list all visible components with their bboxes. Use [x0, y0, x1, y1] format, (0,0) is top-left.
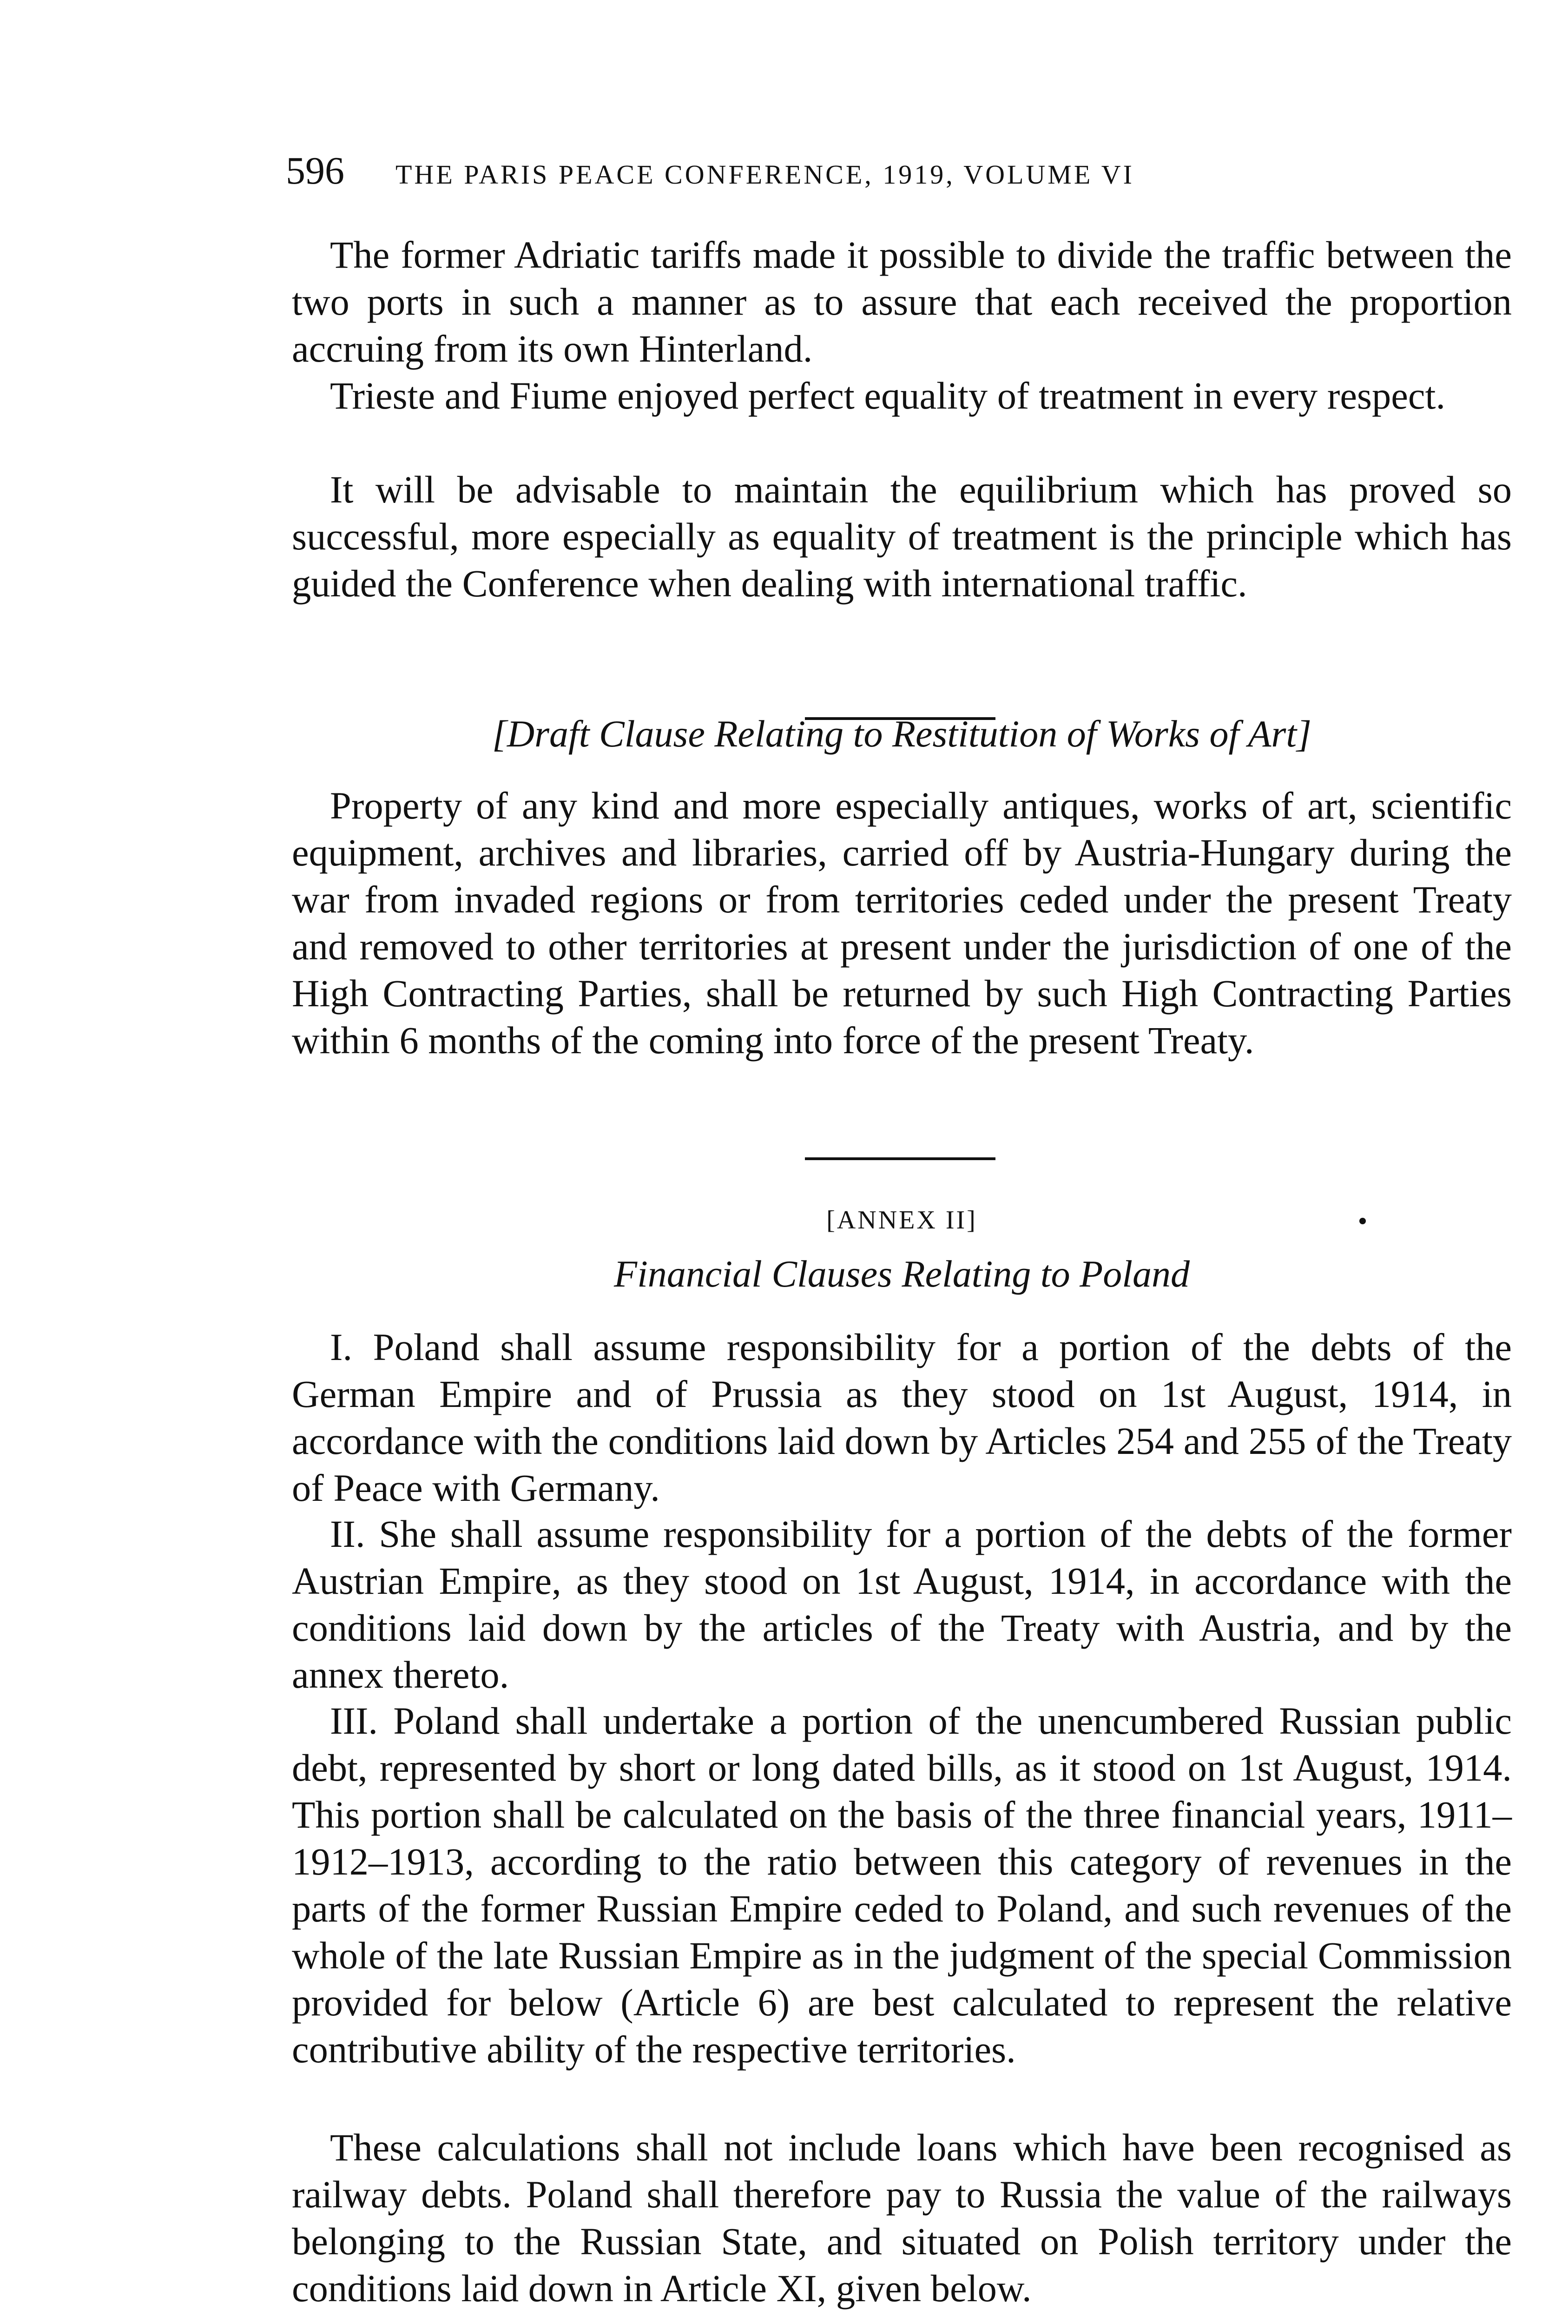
annex-title: Financial Clauses Relating to Poland: [613, 1253, 1190, 1295]
annex-label: [ANNEX II]: [826, 1206, 977, 1235]
paragraph-restitution: Property of any kind and more especially antiques, works of art, scientific equipment, archives and libraries, carried off by Austria-Hungary during the war from invaded regions or from territories ceded under the present Treaty and removed to other territories at present under the jurisdiction of one of the High Contracting Parties, shall be returned by such High Contracting Parties within 6 months of the coming into force of the present Treaty.: [292, 784, 1512, 1062]
paragraph-equilibrium: It will be advisable to maintain the equilibrium which has proved so successful, more especially as equality of treatment is the principle which has guided the Conference when dealing with international traffic.: [292, 468, 1512, 605]
section-divider: [805, 1157, 995, 1160]
page-header: [286, 148, 1369, 194]
page-number: 596: [286, 149, 344, 192]
draft-clause-heading: [Draft Clause Relating to Restitution of Works of Art]: [492, 713, 1312, 755]
clause-one: I. Poland shall assume responsibility for a portion of the debts of the German Empire and of Prussia as they stood on 1st August, 1914, in accordance with the conditions laid down by Articles 254 and 255 of the Treaty of Peace with Germany.: [292, 1326, 1512, 1509]
stray-mark: [1359, 1218, 1366, 1224]
paragraph-adriatic-tariffs: The former Adriatic tariffs made it possible to divide the traffic between the two ports in such a manner as to assure that each received the proportion accruing from its own Hinterland.: [292, 233, 1512, 370]
running-title: THE PARIS PEACE CONFERENCE, 1919, VOLUME VI: [395, 159, 1134, 190]
paragraph-trieste-fiume: Trieste and Fiume enjoyed perfect equality of treatment in every respect.: [330, 374, 1446, 417]
paragraph-railway-loans: These calculations shall not include loans which have been recognised as railway debts. Poland shall therefore pay to Russia the value of the railways belonging to the Russian State, and situated on Polish territory under the conditions laid down in Article XI, given below.: [292, 2126, 1512, 2310]
clause-three: III. Poland shall undertake a portion of the unencumbered Russian public debt, represented by short or long dated bills, as it stood on 1st August, 1914. This portion shall be calculated on the basis of the three financial years, 1911–1912–1913, according to the ratio between this category of revenues in the parts of the former Russian Empire ceded to Poland, and such revenues of the whole of the late Russian Empire as in the judgment of the special Commission provided for below (Article 6) are best calculated to represent the relative contributive ability of the respective territories.: [292, 1699, 1512, 2071]
clause-two: II. She shall assume responsibility for a portion of the debts of the former Austrian Empire, as they stood on 1st August, 1914, in accordance with the conditions laid down by the articles of the Treaty with Austria, and by the annex thereto.: [292, 1512, 1512, 1696]
